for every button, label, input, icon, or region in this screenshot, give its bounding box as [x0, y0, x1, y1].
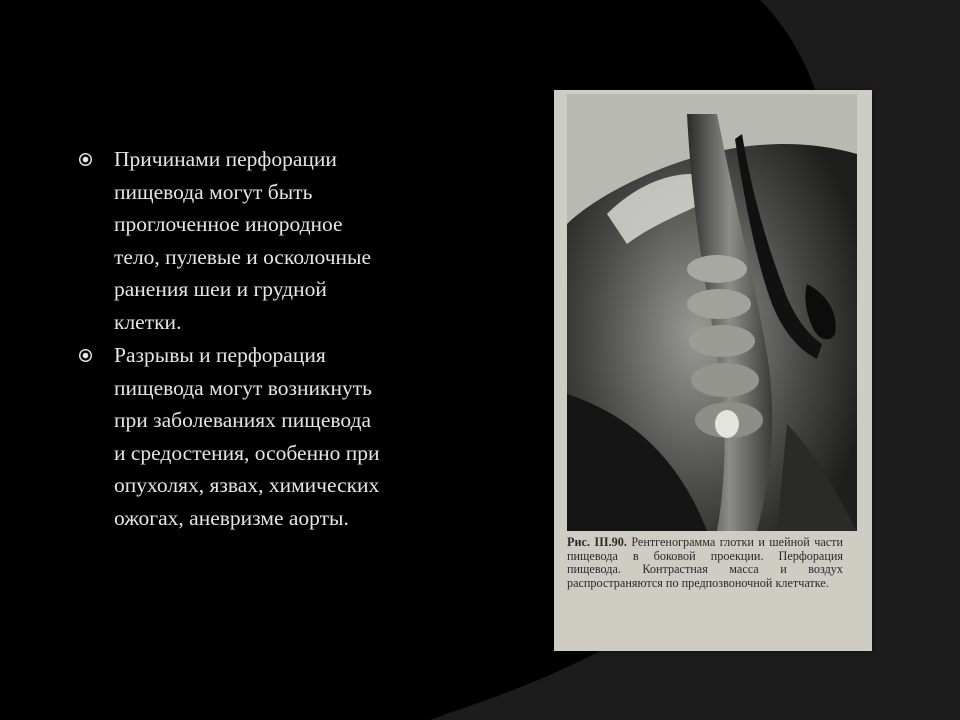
bullet-line: пищевода могут возникнуть — [114, 375, 372, 400]
bullet-item — [78, 339, 458, 534]
figure-caption — [567, 536, 843, 590]
bullet-item — [78, 143, 458, 338]
bullet-line: ожогах, аневризме аорты. — [114, 505, 349, 530]
xray-image — [567, 94, 857, 531]
bullet-line: Разрывы и перфорация — [114, 343, 326, 367]
bullet-line: проглоченное инородное — [114, 212, 343, 236]
circle-dot-icon — [78, 152, 93, 167]
figure-label: Рис. III.90. — [567, 535, 627, 549]
bullet-line: клетки. — [114, 309, 182, 334]
circle-dot-icon — [78, 348, 93, 363]
figure-photo — [554, 90, 872, 651]
bullet-list — [78, 143, 458, 535]
figure-caption-text: Рентгенограмма глотки и шейной части пищевода в боковой проекции. Перфорация пищевода. Контрастная масса и воздух распространяются по предпозвоночной клетчатке. — [567, 535, 843, 590]
bullet-line: и средостения, особенно при — [114, 440, 380, 465]
bullet-line: пищевода могут быть — [114, 179, 313, 204]
bullet-line: тело, пулевые и осколочные — [114, 244, 372, 269]
bullet-line: опухолях, язвах, химических — [114, 473, 380, 497]
bullet-line: Причинами перфорации — [114, 147, 337, 171]
bullet-line: ранения шеи и грудной — [114, 277, 327, 301]
bullet-line: при заболеваниях пищевода — [114, 408, 372, 432]
